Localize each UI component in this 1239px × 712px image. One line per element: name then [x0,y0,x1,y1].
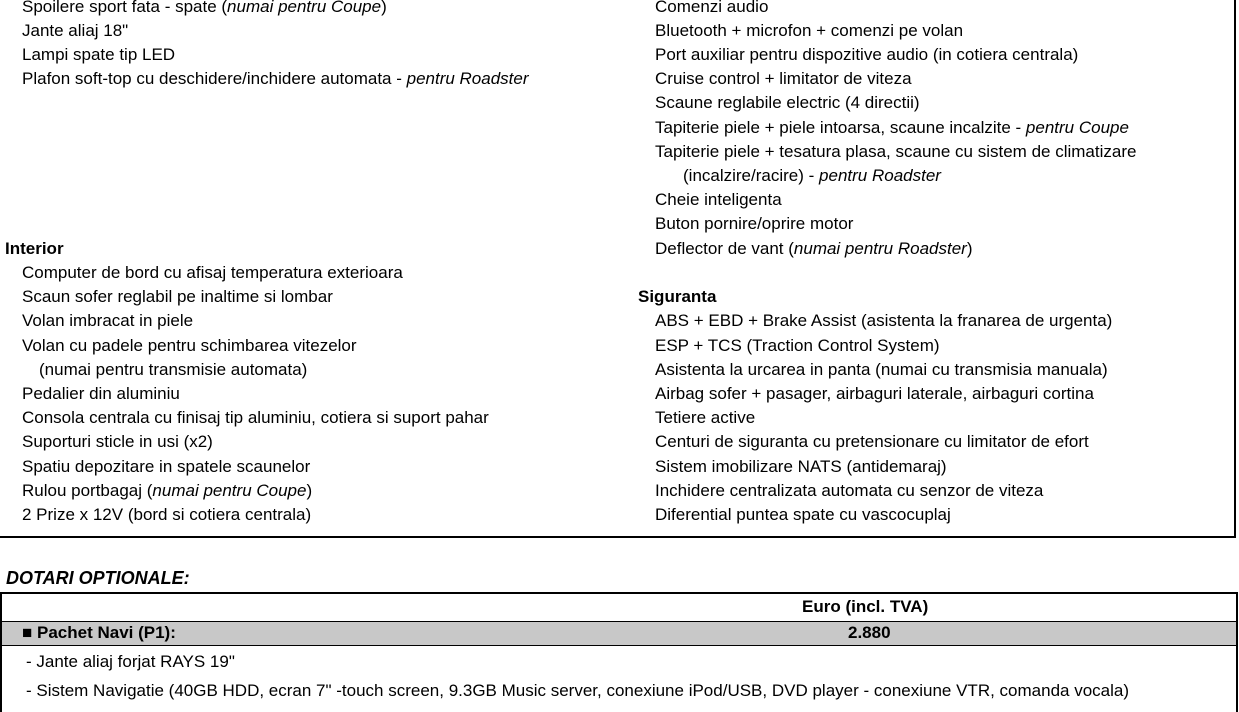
list-item: Comenzi audio [655,0,769,16]
list-item: (numai pentru transmisie automata) [39,360,308,379]
list-item: Plafon soft-top cu deschidere/inchidere automata - pentru Roadster [22,69,529,88]
list-item: Pedalier din aluminiu [22,384,180,403]
list-item: ABS + EBD + Brake Assist (asistenta la franarea de urgenta) [655,311,1113,330]
list-item: Spatiu depozitare in spatele scaunelor [22,457,311,476]
list-item: Sistem imobilizare NATS (antidemaraj) [655,457,947,476]
list-item: Volan cu padele pentru schimbarea vitezelor [22,336,357,355]
list-item: ESP + TCS (Traction Control System) [655,336,940,355]
package-item: - Sistem Navigatie (40GB HDD, ecran 7" -touch screen, 9.3GB Music server, conexiune iPod/USB, DVD player - conexiune VTR, comanda vocala) [26,681,1129,700]
price-header-row [2,594,1236,622]
list-item: Spoilere sport fata - spate (numai pentru Coupe) [22,0,387,16]
optional-equipment-title: DOTARI OPTIONALE: [6,568,190,588]
list-item: Computer de bord cu afisaj temperatura exterioara [22,263,403,282]
package-row [2,622,1236,646]
list-item: Airbag sofer + pasager, airbaguri laterale, airbaguri cortina [655,384,1094,403]
list-item: 2 Prize x 12V (bord si cotiera centrala) [22,505,312,524]
list-item: Buton pornire/oprire motor [655,214,854,233]
list-item: Consola centrala cu finisaj tip aluminiu, cotiera si suport pahar [22,408,489,427]
list-item: Tetiere active [655,408,756,427]
list-item: Tapiterie piele + piele intoarsa, scaune incalzite - pentru Coupe [655,118,1129,137]
section-heading-interior: Interior [5,239,64,258]
section-heading-siguranta: Siguranta [638,287,717,306]
list-item: Centuri de siguranta cu pretensionare cu limitator de efort [655,432,1089,451]
list-item: Cruise control + limitator de viteza [655,69,912,88]
package-item: - Jante aliaj forjat RAYS 19" [26,652,235,671]
list-item: Rulou portbagaj (numai pentru Coupe) [22,481,313,500]
list-item: (incalzire/racire) - pentru Roadster [683,166,941,185]
list-item: Volan imbracat in piele [22,311,194,330]
list-item: Scaune reglabile electric (4 directii) [655,93,920,112]
list-item: Asistenta la urcarea in panta (numai cu transmisia manuala) [655,360,1108,379]
list-item: Inchidere centralizata automata cu senzor de viteza [655,481,1044,500]
package-name: ■ Pachet Navi (P1): [22,623,176,642]
list-item: Suporturi sticle in usi (x2) [22,432,213,451]
list-item: Deflector de vant (numai pentru Roadster) [655,239,973,258]
list-item: Port auxiliar pentru dispozitive audio (in cotiera centrala) [655,45,1079,64]
package-price: 2.880 [848,623,891,642]
list-item: Diferential puntea spate cu vascocuplaj [655,505,951,524]
list-item: Tapiterie piele + tesatura plasa, scaune cu sistem de climatizare [655,142,1137,161]
list-item: Cheie inteligenta [655,190,782,209]
optional-equipment-table [0,592,1238,712]
list-item: Bluetooth + microfon + comenzi pe volan [655,21,964,40]
list-item: Lampi spate tip LED [22,45,176,64]
price-column-header: Euro (incl. TVA) [802,597,929,616]
list-item: Scaun sofer reglabil pe inaltime si lombar [22,287,333,306]
list-item: Jante aliaj 18" [22,21,129,40]
